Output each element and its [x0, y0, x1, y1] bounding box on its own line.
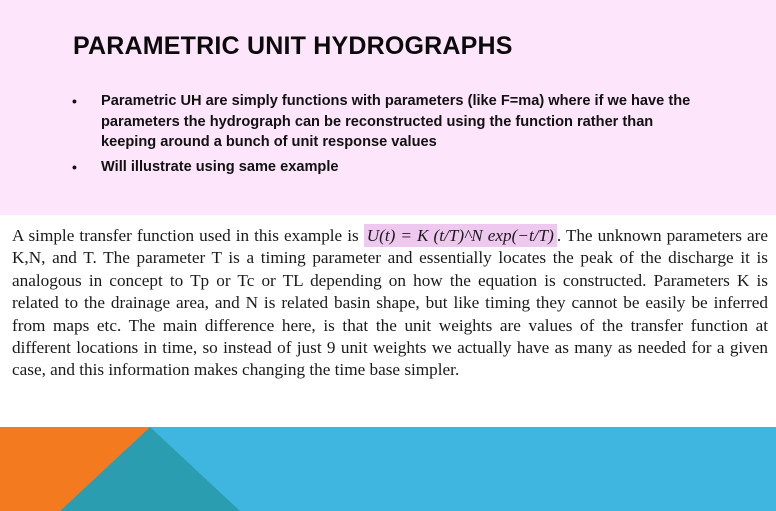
bullet-marker: •: [72, 158, 77, 175]
excerpt-paragraph: [12, 225, 768, 382]
bullet-list: [72, 91, 712, 181]
bullet-item: [72, 157, 712, 178]
footer-shapes: [0, 427, 776, 511]
slide-title: PARAMETRIC UNIT HYDROGRAPHS: [73, 32, 513, 60]
bullet-item: [72, 91, 712, 153]
transfer-function-formula: U(t) = K (t/T)^N exp(−t/T): [364, 224, 557, 247]
bullet-text: Parametric UH are simply functions with parameters (like F=ma) where if we have the parameters the hydrograph can be reconstructed using the function rather than keeping around a bunch of unit response values: [101, 93, 691, 151]
excerpt-text-after: . The unknown parameters are K,N, and T. The parameter T is a timing parameter and essentially locates the peak of the discharge it is analogous in concept to Tp or Tc or TL depending on how the equation is constructed. Parameters K is related to the drainage area, and N is related basin shape, but like timing they cannot be easily be inferred from maps etc. The main difference here, is that the unit weights are values of the transfer function at different locations in time, so instead of just 9 unit weights we actually have as many as needed for a given case, and this information makes changing the time base simpler.: [12, 226, 768, 380]
decorative-footer: [0, 427, 776, 511]
bullet-text: Will illustrate using same example: [101, 158, 339, 175]
bullet-marker: •: [72, 93, 77, 109]
text-excerpt-panel: [0, 215, 776, 427]
excerpt-text-before: A simple transfer function used in this example is: [12, 226, 364, 245]
